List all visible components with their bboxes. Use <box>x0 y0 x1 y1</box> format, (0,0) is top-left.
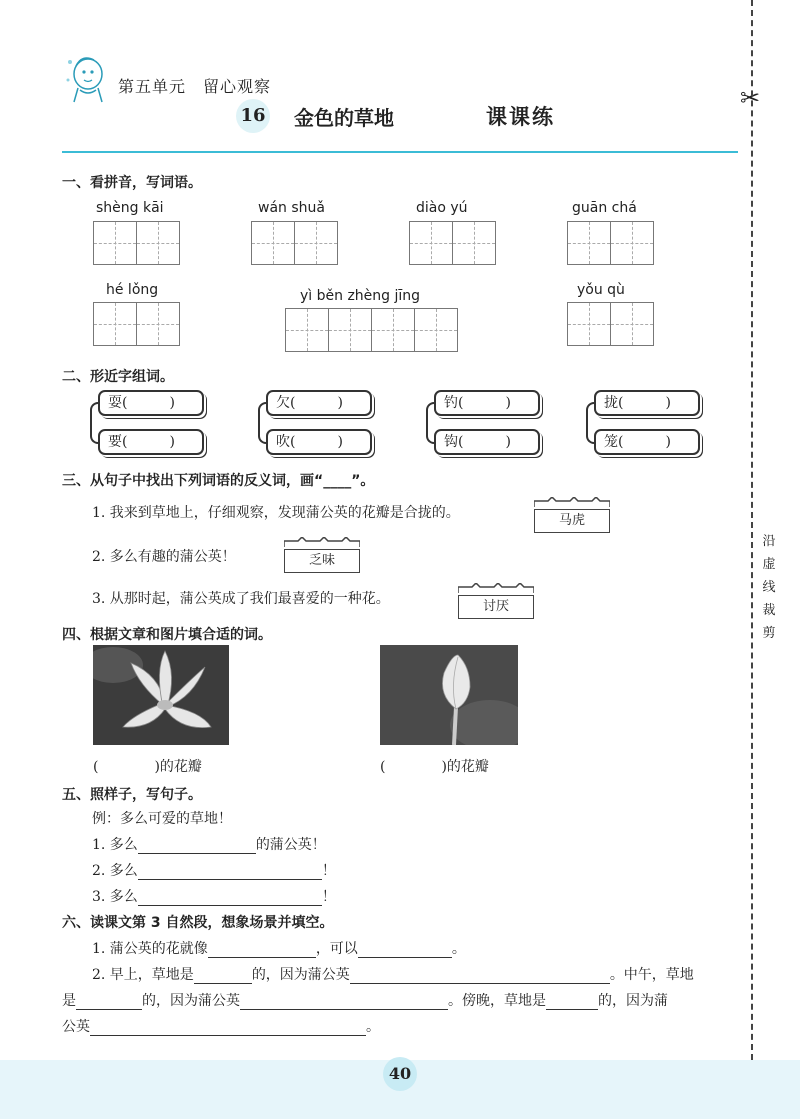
section-5-title: 五、照样子，写句子。 <box>62 787 202 803</box>
word-pill[interactable]: 钓( ) <box>434 390 540 416</box>
word-pill[interactable]: 耍( ) <box>98 390 204 416</box>
example-sentence: 例：多么可爱的草地！ <box>92 811 232 827</box>
sentence: 2. 多么有趣的蒲公英！ <box>92 549 236 565</box>
cut-guide-char: 裁 <box>762 603 776 618</box>
word-pill[interactable]: 吹( ) <box>266 429 372 455</box>
answer-blank[interactable] <box>76 995 142 1010</box>
word-pill[interactable]: 钩( ) <box>434 429 540 455</box>
lesson-kind: 课课练 <box>486 105 555 129</box>
cut-guide-char: 剪 <box>762 626 776 641</box>
word-tag <box>458 578 534 619</box>
answer-blank[interactable] <box>240 995 448 1010</box>
cut-guide-char: 虚 <box>762 557 776 572</box>
answer-blank[interactable] <box>208 943 316 958</box>
writing-grid[interactable] <box>93 221 180 265</box>
photo-caption: ( )的花瓣 <box>93 759 202 775</box>
word-pill[interactable]: 欠( ) <box>266 390 372 416</box>
answer-blank[interactable] <box>546 995 598 1010</box>
sentence-prefix: 2. 多么 <box>92 863 138 879</box>
cut-dashed-line <box>751 0 753 1060</box>
open-lotus-photo <box>93 645 229 745</box>
tag-label: 讨厌 <box>458 595 534 619</box>
fill-sentence: 1. 蒲公英的花就像 ，可以 。 <box>92 941 466 957</box>
answer-blank[interactable] <box>138 865 322 880</box>
answer-blank[interactable] <box>90 1021 366 1036</box>
cut-guide-text <box>760 530 778 645</box>
photo-caption: ( )的花瓣 <box>380 759 489 775</box>
page-number: 40 <box>383 1057 417 1091</box>
section-1-title: 一、看拼音，写词语。 <box>62 175 202 191</box>
word-tag <box>284 532 360 573</box>
tag-label: 马虎 <box>534 509 610 533</box>
writing-grid[interactable] <box>285 308 458 352</box>
boy-mascot-icon <box>62 50 108 106</box>
section-6-title: 六、读课文第 3 自然段，想象场景并填空。 <box>62 915 334 931</box>
section-4-title: 四、根据文章和图片填合适的词。 <box>62 627 272 643</box>
writing-grid[interactable] <box>567 221 654 265</box>
scissors-icon: ✂ <box>740 84 761 112</box>
word-pill[interactable]: 笼( ) <box>594 429 700 455</box>
lesson-number: 16 <box>236 99 270 133</box>
word-pill[interactable]: 拢( ) <box>594 390 700 416</box>
fill-sentence <box>92 860 336 880</box>
writing-grid[interactable] <box>93 302 180 346</box>
sentence: 1. 我来到草地上，仔细观察，发现蒲公英的花瓣是合拢的。 <box>92 505 460 521</box>
fill-sentence: 2. 早上，草地是 的，因为蒲公英 。中午，草地 <box>92 967 694 983</box>
sentence-prefix: 3. 多么 <box>92 889 138 905</box>
sentence: 3. 从那时起，蒲公英成了我们最喜爱的一种花。 <box>92 591 390 607</box>
tag-label: 乏味 <box>284 549 360 573</box>
header-divider <box>62 151 738 153</box>
answer-blank[interactable] <box>350 969 610 984</box>
sentence-suffix: ！ <box>321 889 336 905</box>
fill-sentence: 公英 。 <box>62 1019 380 1035</box>
answer-blank[interactable] <box>138 891 322 906</box>
word-pill[interactable]: 要( ) <box>98 429 204 455</box>
pinyin-label: yǒu qù <box>577 282 625 298</box>
cut-guide-char: 沿 <box>762 534 776 549</box>
lotus-bud-photo <box>380 645 518 745</box>
answer-blank[interactable] <box>358 943 452 958</box>
pinyin-label: hé lǒng <box>106 282 159 298</box>
writing-grid[interactable] <box>251 221 338 265</box>
section-2-title: 二、形近字组词。 <box>62 369 174 385</box>
word-tag <box>534 492 610 533</box>
sentence-suffix: 的蒲公英！ <box>255 837 326 853</box>
pinyin-label: yì běn zhèng jīng <box>300 288 421 304</box>
pinyin-label: diào yú <box>416 200 468 216</box>
sentence-prefix: 1. 多么 <box>92 837 138 853</box>
fill-sentence: 是 的，因为蒲公英 。傍晚，草地是 的，因为蒲 <box>62 993 668 1009</box>
sentence-suffix: ！ <box>321 863 336 879</box>
section-3-title: 三、从句子中找出下列词语的反义词，画“____”。 <box>62 473 375 489</box>
cut-guide-char: 线 <box>762 580 776 595</box>
answer-blank[interactable] <box>138 839 256 854</box>
pinyin-label: shèng kāi <box>96 200 164 216</box>
writing-grid[interactable] <box>567 302 654 346</box>
fill-sentence <box>92 886 336 906</box>
pinyin-label: wán shuǎ <box>258 200 325 216</box>
unit-label: 第五单元 留心观察 <box>118 77 272 96</box>
lesson-title: 金色的草地 <box>294 106 394 130</box>
answer-blank[interactable] <box>194 969 252 984</box>
fill-sentence <box>92 834 326 854</box>
pinyin-label: guān chá <box>572 200 637 216</box>
writing-grid[interactable] <box>409 221 496 265</box>
